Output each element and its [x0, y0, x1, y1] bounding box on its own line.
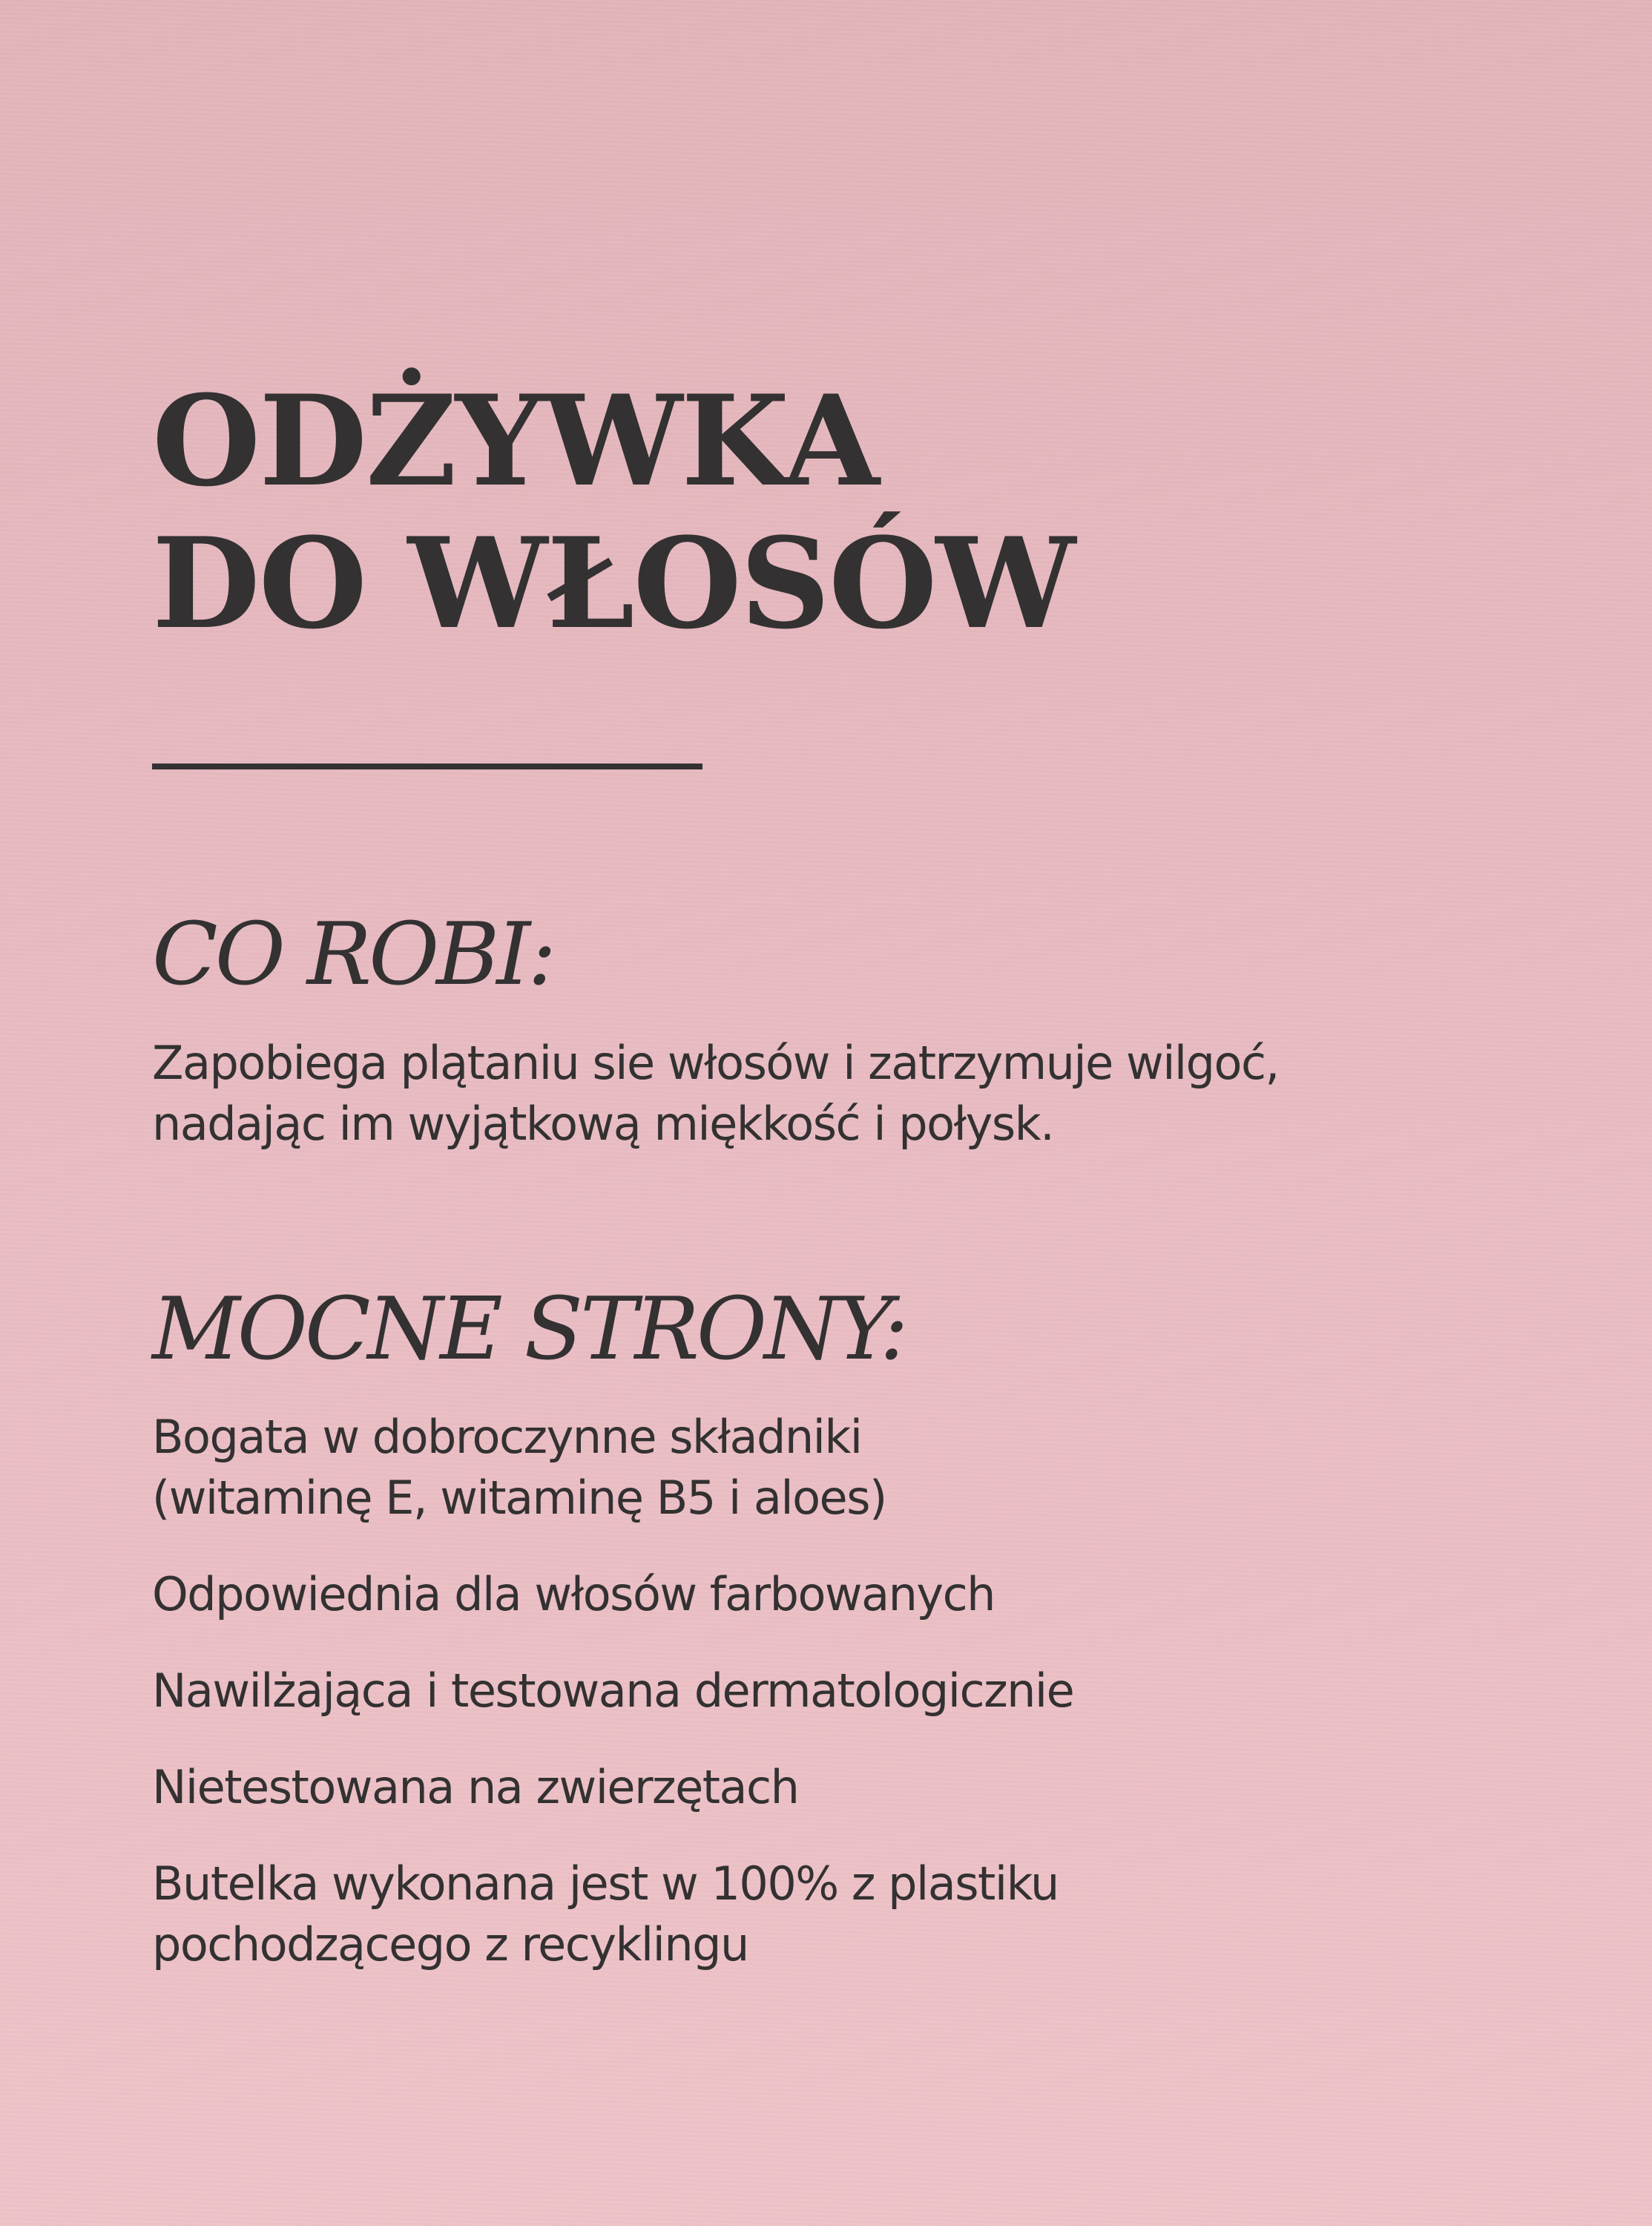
title-divider — [152, 764, 702, 769]
strengths-heading: MOCNE STRONY: — [152, 1279, 906, 1379]
description-line-2: nadając im wyjątkową miękkość i połysk. — [152, 1097, 1054, 1151]
product-title — [152, 367, 1075, 657]
strength-item-line: Odpowiednia dla włosów farbowanych — [152, 1567, 995, 1621]
product-title-line-2: DO WŁOSÓW — [152, 510, 1075, 657]
strength-item — [152, 1407, 1073, 1529]
strength-item-line: Butelka wykonana jest w 100% z plastiku — [152, 1856, 1059, 1911]
strength-item — [152, 1757, 1073, 1818]
what-it-does-heading: CO ROBI: — [152, 904, 554, 1005]
what-it-does-description — [152, 1033, 1279, 1155]
strength-item — [152, 1854, 1073, 1975]
strength-item-line: Nietestowana na zwierzętach — [152, 1760, 799, 1814]
strength-item-line: Nawilżająca i testowana dermatologicznie — [152, 1664, 1074, 1718]
strength-item-line: Bogata w dobroczynne składniki — [152, 1410, 862, 1464]
description-line-1: Zapobiega plątaniu sie włosów i zatrzymuje wilgoć, — [152, 1036, 1279, 1090]
strength-item-line: (witaminę E, witaminę B5 i aloes) — [152, 1471, 886, 1525]
product-title-line-1: ODŻYWKA — [152, 367, 878, 514]
strength-item-line: pochodzącego z recyklingu — [152, 1917, 748, 1971]
strength-item — [152, 1661, 1073, 1721]
strength-item — [152, 1564, 1073, 1625]
strengths-list — [152, 1407, 1073, 2011]
